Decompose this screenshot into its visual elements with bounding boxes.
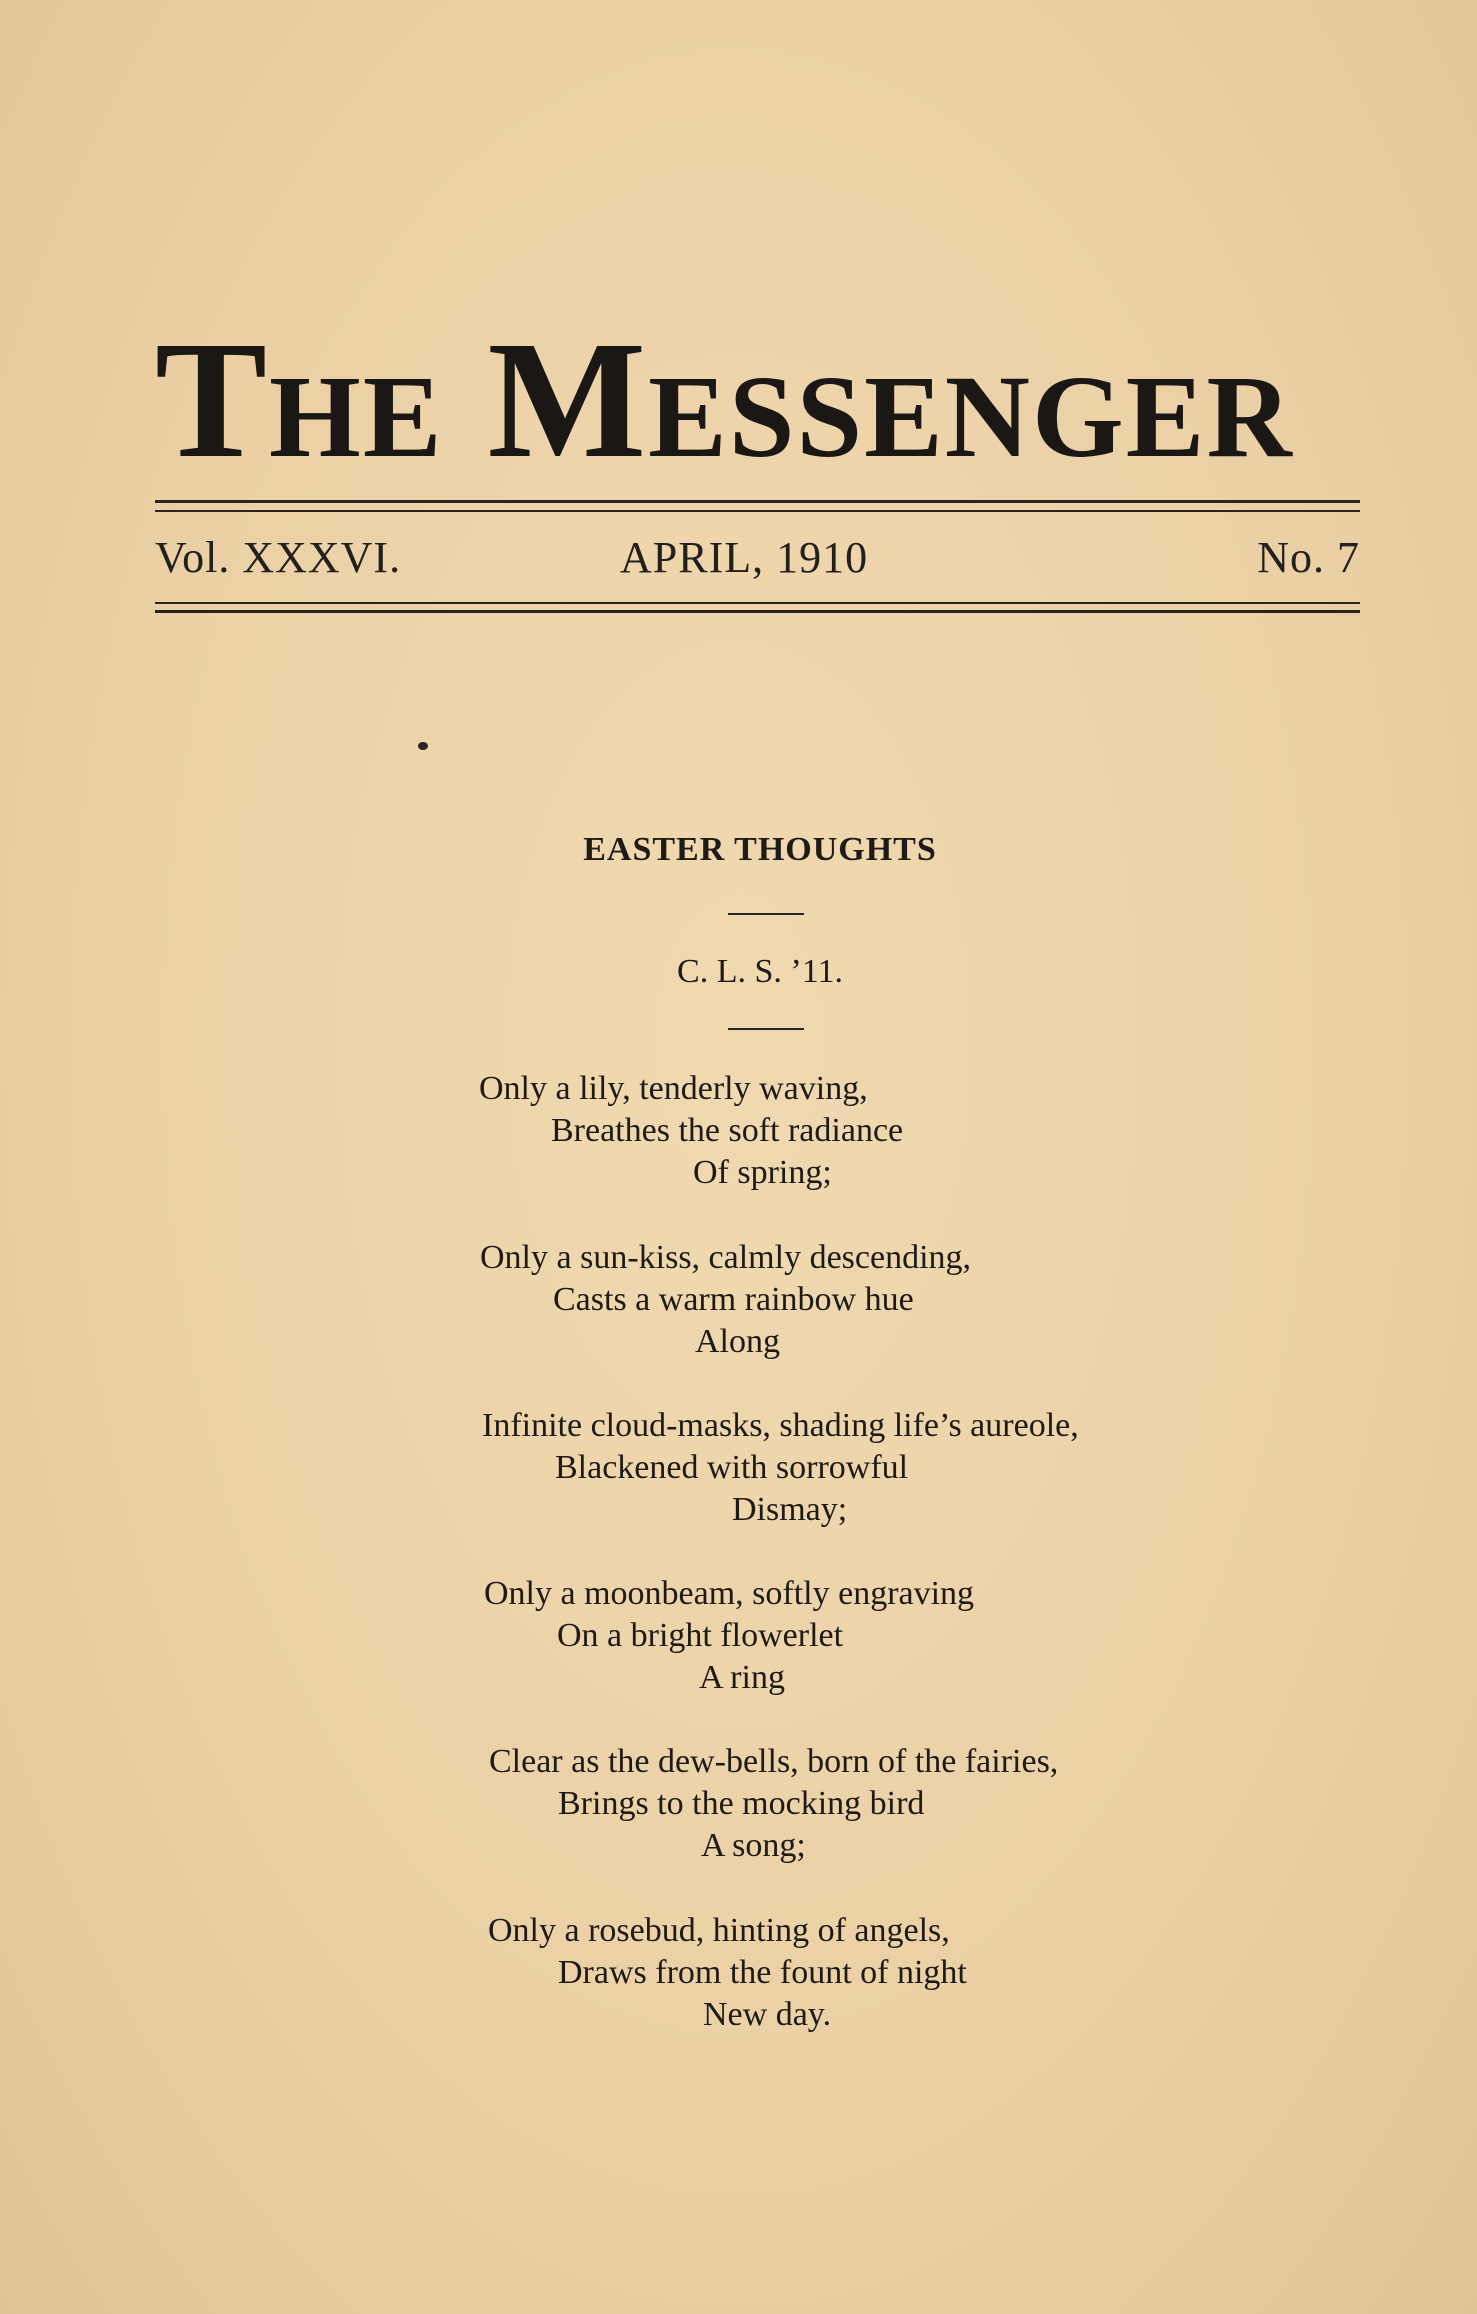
issue-number: No. 7 xyxy=(1257,533,1360,582)
stanza-2 xyxy=(0,1237,1477,1367)
stanza-4 xyxy=(0,1573,1477,1703)
verse-line: A song; xyxy=(701,1827,806,1864)
verse-line: Dismay; xyxy=(732,1491,848,1528)
masthead-title: The Messenger xyxy=(155,307,1294,493)
verse-line: Blackened with sorrowful xyxy=(555,1449,909,1486)
stanza-5 xyxy=(0,1741,1477,1871)
stanza-1 xyxy=(0,1068,1477,1198)
verse-line: On a bright flowerlet xyxy=(557,1617,844,1654)
masthead-rule-bottom-1 xyxy=(155,602,1360,604)
masthead-rule-top-2 xyxy=(155,510,1360,512)
verse-line: Along xyxy=(695,1323,780,1360)
issue-date: APRIL, 1910 xyxy=(620,533,869,582)
masthead-rule-bottom-2 xyxy=(155,610,1360,613)
verse-line: Only a lily, tenderly waving, xyxy=(479,1070,868,1107)
verse-line: Only a moonbeam, softly engraving xyxy=(484,1575,975,1612)
verse-line: Brings to the mocking bird xyxy=(558,1785,925,1822)
verse-line: Only a rosebud, hinting of angels, xyxy=(488,1912,950,1949)
author-divider xyxy=(728,1028,804,1030)
verse-line: Infinite cloud-masks, shading life’s aureole, xyxy=(482,1407,1079,1444)
verse-line: Clear as the dew-bells, born of the fairies, xyxy=(489,1743,1059,1780)
ink-speck xyxy=(418,742,428,750)
poem-title: EASTER THOUGHTS xyxy=(583,831,937,868)
verse-line: Of spring; xyxy=(693,1154,832,1191)
verse-line: New day. xyxy=(703,1996,832,2033)
poem-author: C. L. S. ’11. xyxy=(677,953,843,990)
issue-line xyxy=(155,528,1360,588)
verse-line: Casts a warm rainbow hue xyxy=(553,1281,914,1318)
masthead-rule-top-1 xyxy=(155,500,1360,503)
verse-line: Breathes the soft radiance xyxy=(551,1112,904,1149)
verse-line: Only a sun-kiss, calmly descending, xyxy=(480,1239,972,1276)
verse-line: Draws from the fount of night xyxy=(558,1954,967,1991)
verse-line: A ring xyxy=(699,1659,785,1696)
stanza-3 xyxy=(0,1405,1477,1535)
volume-label: Vol. XXXVI. xyxy=(155,533,402,582)
title-divider xyxy=(728,913,804,915)
stanza-6 xyxy=(0,1910,1477,2040)
